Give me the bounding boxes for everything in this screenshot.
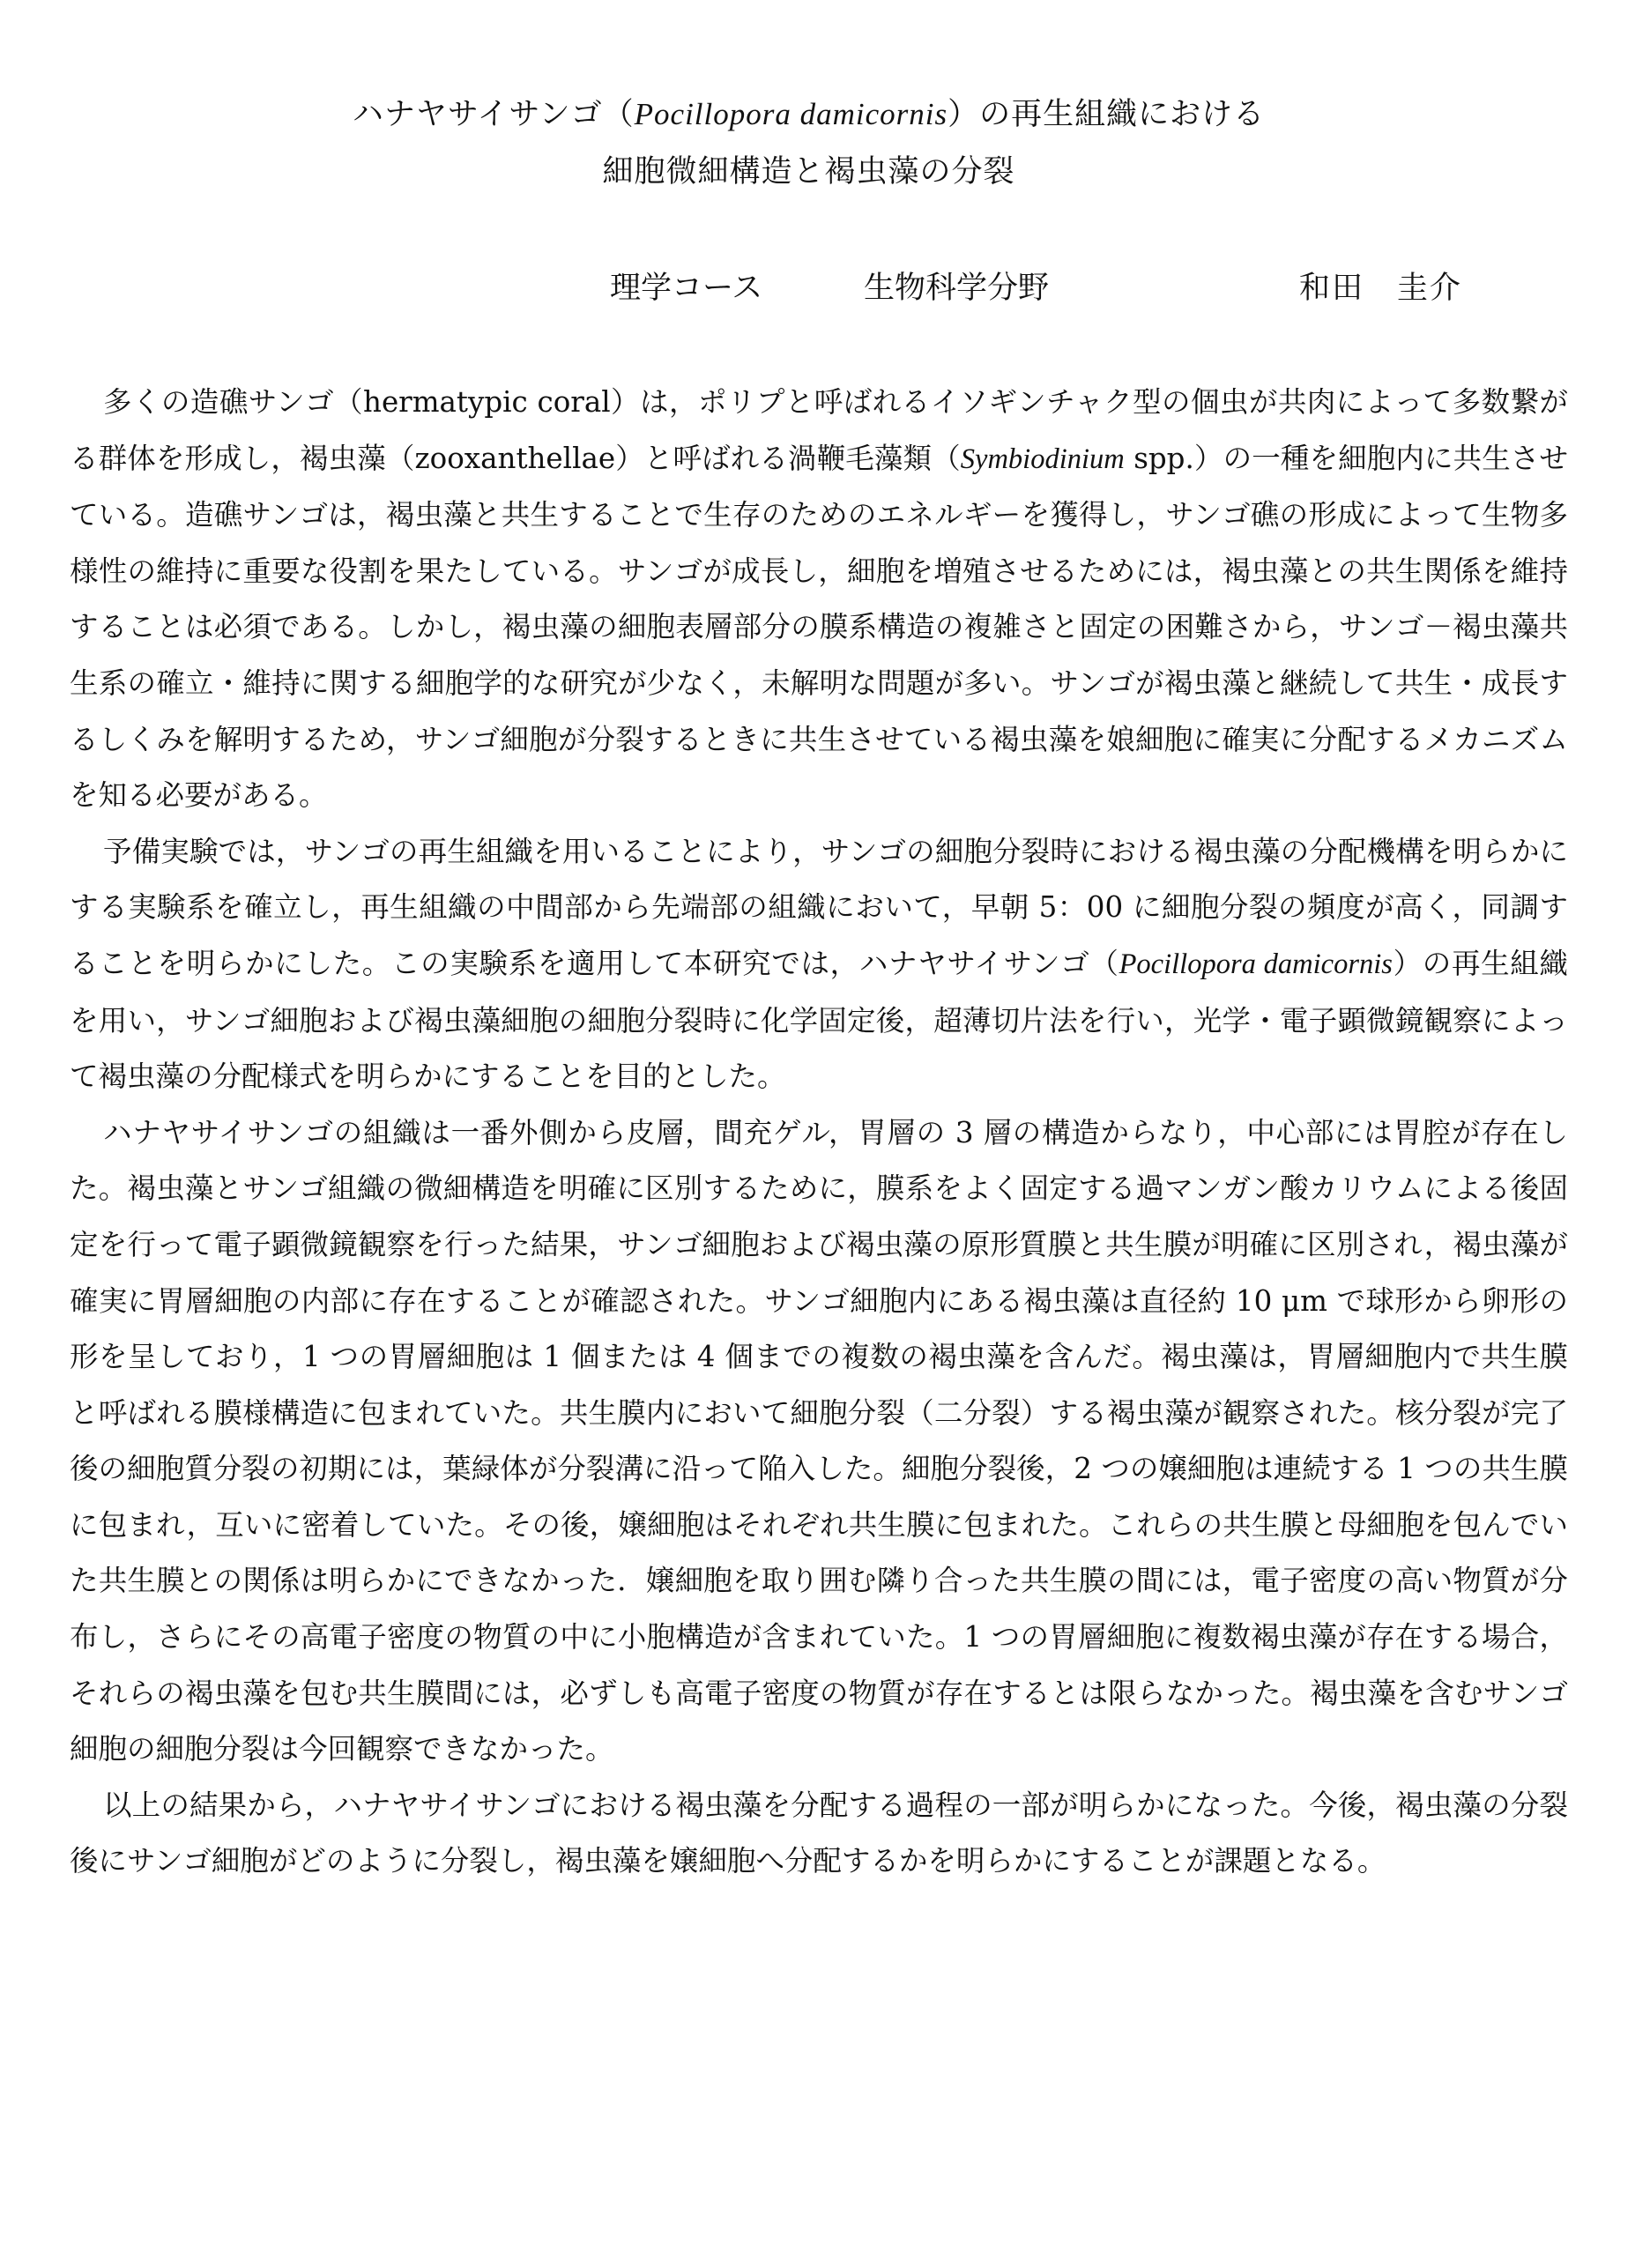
title-suffix: ）の再生組織における: [948, 97, 1266, 132]
paragraph-introduction: [70, 375, 1568, 824]
paragraph-conclusion: 以上の結果から，ハナヤサイサンゴにおける褐虫藻を分配する過程の一部が明らかになった。今後，褐虫藻の分裂後にサンゴ細胞がどのように分裂し，褐虫藻を嬢細胞へ分配するかを明らかにすることが課題となる。: [70, 1788, 1568, 1878]
paragraph-results: ハナヤサイサンゴの組織は一番外側から皮層，間充ゲル，胃層の 3 層の構造からなり，中心部には胃腔が存在した。褐虫藻とサンゴ組織の微細構造を明確に区別するために，膜系をよく固定する過マンガン酸カリウムによる後固定を行って電子顕微鏡観察を行った結果，サンゴ細胞および褐虫藻の原形質膜と共生膜が明確に区別され，褐虫藻が確実に胃層細胞の内部に存在することが確認された。サンゴ細胞内にある褐虫藻は直径約 10 μm で球形から卵形の形を呈しており，1 つの胃層細胞は 1 個または 4 個までの複数の褐虫藻を含んだ。褐虫藻は，胃層細胞内で共生膜と呼ばれる膜様構造に包まれていた。共生膜内において細胞分裂（二分裂）する褐虫藻が観察された。核分裂が完了後の細胞質分裂の初期には，葉緑体が分裂溝に沿って陥入した。細胞分裂後，2 つの嬢細胞は連続する 1 つの共生膜に包まれ，互いに密着していた。その後，嬢細胞はそれぞれ共生膜に包まれた。これらの共生膜と母細胞を包んでいた共生膜との関係は明らかにできなかった．嬢細胞を取り囲む隣り合った共生膜の間には，電子密度の高い物質が分布し，さらにその高電子密度の物質の中に小胞構造が含まれていた。1 つの胃層細胞に複数褐虫藻が存在する場合，それらの褐虫藻を包む共生膜間には，必ずしも高電子密度の物質が存在するとは限らなかった。褐虫藻を含むサンゴ細胞の細胞分裂は今回観察できなかった。: [70, 1115, 1568, 1766]
paragraph-text: 多くの造礁サンゴ（hermatypic coral）は，ポリプと呼ばれるイソギンチャク型の個虫が共肉によって多数繋がる群体を形成し，褐虫藻（zooxanthellae）と呼ばれる渦鞭毛藻類（: [70, 385, 1568, 475]
title-species-name: Pocillopora damicornis: [634, 97, 948, 131]
author-name: 和田 圭介: [1299, 271, 1463, 306]
title-prefix: ハナヤサイサンゴ（: [352, 97, 635, 132]
title-line-1: [0, 88, 1626, 141]
course-name: 理学コース: [610, 271, 763, 306]
paragraph-text: 予備実験では，サンゴの再生組織を用いることにより，サンゴの細胞分裂時における褐虫藻の分配機構を明らかにする実験系を確立し，再生組織の中間部から先端部の組織において，早朝 5：00 に細胞分裂の頻度が高く，同調することを明らかにした。この実験系を適用して本研究では，ハナヤサイサンゴ（: [70, 834, 1568, 980]
field-name: 生物科学分野: [864, 271, 1050, 306]
title-line-2: 細胞微細構造と褐虫藻の分裂: [602, 154, 1015, 190]
paragraph-text: ）の再生組織を用い，サンゴ細胞および褐虫藻細胞の細胞分裂時に化学固定後，超薄切片法を行い，光学・電子顕微鏡観察によって褐虫藻の分配様式を明らかにすることを目的とした。: [70, 946, 1568, 1094]
species-name: Pocillopora damicornis: [1118, 948, 1393, 980]
paragraph-text: spp.）の一種を細胞内に共生させている。造礁サンゴは，褐虫藻と共生することで生存のためのエネルギーを獲得し，サンゴ礁の形成によって生物多様性の維持に重要な役割を果たしている。サンゴが成長し，細胞を増殖させるためには，褐虫藻との共生関係を維持することは必須である。しかし，褐虫藻の細胞表層部分の膜系構造の複雑さと固定の困難さから，サンゴ－褐虫藻共生系の確立・維持に関する細胞学的な研究が少なく，未解明な問題が多い。サンゴが褐虫藻と継続して共生・成長するしくみを解明するため，サンゴ細胞が分裂するときに共生させている褐虫藻を娘細胞に確実に分配するメカニズムを知る必要がある。: [70, 441, 1568, 813]
genus-name: Symbiodinium: [960, 442, 1125, 475]
abstract-body: [70, 375, 1568, 1890]
paragraph-objective: [70, 824, 1568, 1105]
